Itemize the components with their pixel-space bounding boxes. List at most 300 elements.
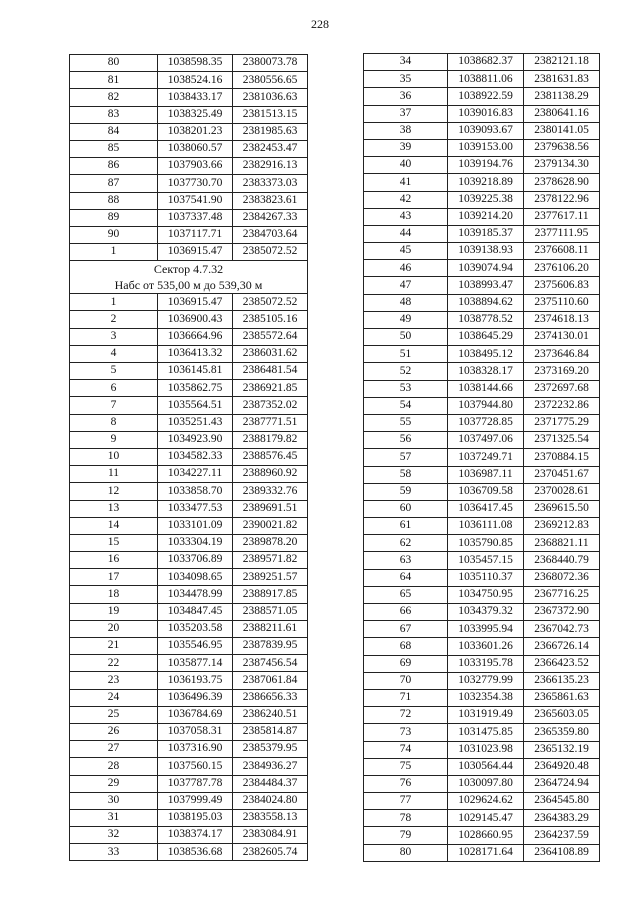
point-number-cell: 76: [364, 775, 448, 792]
point-number-cell: 63: [364, 552, 448, 569]
point-number-cell: 80: [364, 844, 448, 861]
x-coordinate-cell: 1036496.39: [158, 689, 233, 706]
point-number-cell: 5: [70, 363, 158, 380]
table-row: [70, 448, 308, 465]
table-row: [364, 655, 600, 672]
table-row: [364, 500, 600, 517]
y-coordinate-cell: 2368072.36: [524, 569, 600, 586]
table-row: [364, 483, 600, 500]
point-number-cell: 89: [70, 209, 158, 226]
table-row: [364, 758, 600, 775]
table-row: [70, 706, 308, 723]
x-coordinate-cell: 1037728.85: [448, 414, 524, 431]
y-coordinate-cell: 2379638.56: [524, 139, 600, 156]
point-number-cell: 52: [364, 363, 448, 380]
point-number-cell: 41: [364, 174, 448, 191]
point-number-cell: 21: [70, 638, 158, 655]
table-row: [364, 294, 600, 311]
point-number-cell: 47: [364, 277, 448, 294]
x-coordinate-cell: 1039225.38: [448, 191, 524, 208]
table-row: [364, 380, 600, 397]
x-coordinate-cell: 1037058.31: [158, 723, 233, 740]
point-number-cell: 31: [70, 809, 158, 826]
x-coordinate-cell: 1036987.11: [448, 466, 524, 483]
y-coordinate-cell: 2382121.18: [524, 54, 600, 71]
table-row: [364, 638, 600, 655]
x-coordinate-cell: 1036111.08: [448, 518, 524, 535]
table-row: [70, 569, 308, 586]
x-coordinate-cell: 1039218.89: [448, 174, 524, 191]
y-coordinate-cell: 2384267.33: [233, 209, 308, 226]
y-coordinate-cell: 2383558.13: [233, 809, 308, 826]
y-coordinate-cell: 2373646.84: [524, 346, 600, 363]
x-coordinate-cell: 1037999.49: [158, 792, 233, 809]
y-coordinate-cell: 2388211.61: [233, 620, 308, 637]
point-number-cell: 18: [70, 586, 158, 603]
y-coordinate-cell: 2381138.29: [524, 88, 600, 105]
x-coordinate-cell: 1034923.90: [158, 431, 233, 448]
y-coordinate-cell: 2386481.54: [233, 363, 308, 380]
point-number-cell: 26: [70, 723, 158, 740]
table-row: [70, 792, 308, 809]
point-number-cell: 2: [70, 311, 158, 328]
y-coordinate-cell: 2379134.30: [524, 157, 600, 174]
x-coordinate-cell: 1032779.99: [448, 672, 524, 689]
y-coordinate-cell: 2389878.20: [233, 534, 308, 551]
table-row: [70, 328, 308, 345]
y-coordinate-cell: 2384024.80: [233, 792, 308, 809]
y-coordinate-cell: 2382453.47: [233, 140, 308, 157]
sector-header-row: [70, 261, 308, 294]
x-coordinate-cell: 1030564.44: [448, 758, 524, 775]
y-coordinate-cell: 2388917.85: [233, 586, 308, 603]
table-row: [364, 414, 600, 431]
point-number-cell: 35: [364, 71, 448, 88]
y-coordinate-cell: 2364108.89: [524, 844, 600, 861]
x-coordinate-cell: 1038195.03: [158, 809, 233, 826]
x-coordinate-cell: 1038201.23: [158, 123, 233, 140]
y-coordinate-cell: 2385379.95: [233, 741, 308, 758]
point-number-cell: 82: [70, 89, 158, 106]
y-coordinate-cell: 2389691.51: [233, 500, 308, 517]
y-coordinate-cell: 2384703.64: [233, 226, 308, 243]
y-coordinate-cell: 2364383.29: [524, 810, 600, 827]
sector-subtitle: Набс от 535,00 м до 539,30 м: [114, 278, 263, 293]
y-coordinate-cell: 2374618.13: [524, 311, 600, 328]
point-number-cell: 57: [364, 449, 448, 466]
point-number-cell: 70: [364, 672, 448, 689]
table-row: [364, 329, 600, 346]
table-row: [70, 603, 308, 620]
table-row: [364, 243, 600, 260]
table-row: [364, 363, 600, 380]
x-coordinate-cell: 1038993.47: [448, 277, 524, 294]
point-number-cell: 68: [364, 638, 448, 655]
point-number-cell: 12: [70, 483, 158, 500]
point-number-cell: 88: [70, 192, 158, 209]
table-row: [364, 88, 600, 105]
table-row: [364, 586, 600, 603]
x-coordinate-cell: 1038433.17: [158, 89, 233, 106]
y-coordinate-cell: 2365132.19: [524, 741, 600, 758]
point-number-cell: 9: [70, 431, 158, 448]
point-number-cell: 86: [70, 158, 158, 175]
table-row: [364, 54, 600, 71]
point-number-cell: 81: [70, 72, 158, 89]
y-coordinate-cell: 2387771.51: [233, 414, 308, 431]
table-row: [70, 311, 308, 328]
y-coordinate-cell: 2380556.65: [233, 72, 308, 89]
y-coordinate-cell: 2386921.85: [233, 380, 308, 397]
y-coordinate-cell: 2377111.95: [524, 225, 600, 242]
point-number-cell: 61: [364, 518, 448, 535]
x-coordinate-cell: 1033101.09: [158, 517, 233, 534]
x-coordinate-cell: 1038682.37: [448, 54, 524, 71]
point-number-cell: 45: [364, 243, 448, 260]
y-coordinate-cell: 2365861.63: [524, 689, 600, 706]
x-coordinate-cell: 1029145.47: [448, 810, 524, 827]
x-coordinate-cell: 1038144.66: [448, 380, 524, 397]
y-coordinate-cell: 2373169.20: [524, 363, 600, 380]
table-row: [364, 689, 600, 706]
x-coordinate-cell: 1028660.95: [448, 827, 524, 844]
point-number-cell: 1: [70, 244, 158, 261]
point-number-cell: 4: [70, 345, 158, 362]
table-row: [70, 827, 308, 844]
point-number-cell: 25: [70, 706, 158, 723]
table-row: [70, 586, 308, 603]
table-row: [364, 844, 600, 861]
table-row: [364, 260, 600, 277]
y-coordinate-cell: 2383084.91: [233, 827, 308, 844]
point-number-cell: 51: [364, 346, 448, 363]
y-coordinate-cell: 2382605.74: [233, 844, 308, 861]
point-number-cell: 72: [364, 707, 448, 724]
y-coordinate-cell: 2388960.92: [233, 466, 308, 483]
table-row: [70, 723, 308, 740]
point-number-cell: 58: [364, 466, 448, 483]
table-row: [364, 741, 600, 758]
y-coordinate-cell: 2380073.78: [233, 55, 308, 72]
table-row: [70, 620, 308, 637]
table-row: [70, 741, 308, 758]
table-row: [70, 106, 308, 123]
y-coordinate-cell: 2367042.73: [524, 621, 600, 638]
y-coordinate-cell: 2364920.48: [524, 758, 600, 775]
x-coordinate-cell: 1033858.70: [158, 483, 233, 500]
x-coordinate-cell: 1033995.94: [448, 621, 524, 638]
table-row: [70, 158, 308, 175]
y-coordinate-cell: 2388576.45: [233, 448, 308, 465]
y-coordinate-cell: 2371325.54: [524, 432, 600, 449]
x-coordinate-cell: 1039138.93: [448, 243, 524, 260]
sector-title: Сектор 4.7.32: [153, 262, 224, 277]
point-number-cell: 90: [70, 226, 158, 243]
table-row: [70, 380, 308, 397]
table-row: [70, 209, 308, 226]
x-coordinate-cell: 1038524.16: [158, 72, 233, 89]
table-row: [364, 432, 600, 449]
y-coordinate-cell: 2366135.23: [524, 672, 600, 689]
point-number-cell: 7: [70, 397, 158, 414]
point-number-cell: 40: [364, 157, 448, 174]
y-coordinate-cell: 2372232.86: [524, 397, 600, 414]
x-coordinate-cell: 1037497.06: [448, 432, 524, 449]
point-number-cell: 59: [364, 483, 448, 500]
x-coordinate-cell: 1034750.95: [448, 586, 524, 603]
table-row: [70, 294, 308, 311]
y-coordinate-cell: 2366423.52: [524, 655, 600, 672]
table-row: [70, 123, 308, 140]
y-coordinate-cell: 2381036.63: [233, 89, 308, 106]
x-coordinate-cell: 1037316.90: [158, 741, 233, 758]
y-coordinate-cell: 2368821.11: [524, 535, 600, 552]
y-coordinate-cell: 2382916.13: [233, 158, 308, 175]
y-coordinate-cell: 2365603.05: [524, 707, 600, 724]
x-coordinate-cell: 1034478.99: [158, 586, 233, 603]
table-row: [364, 672, 600, 689]
point-number-cell: 44: [364, 225, 448, 242]
y-coordinate-cell: 2383823.61: [233, 192, 308, 209]
point-number-cell: 30: [70, 792, 158, 809]
y-coordinate-cell: 2386656.33: [233, 689, 308, 706]
x-coordinate-cell: 1038495.12: [448, 346, 524, 363]
table-row: [364, 122, 600, 139]
y-coordinate-cell: 2370451.67: [524, 466, 600, 483]
point-number-cell: 54: [364, 397, 448, 414]
y-coordinate-cell: 2385072.52: [233, 244, 308, 261]
point-number-cell: 6: [70, 380, 158, 397]
y-coordinate-cell: 2385072.52: [233, 294, 308, 311]
table-row: [70, 226, 308, 243]
y-coordinate-cell: 2372697.68: [524, 380, 600, 397]
y-coordinate-cell: 2385105.16: [233, 311, 308, 328]
table-row: [364, 518, 600, 535]
y-coordinate-cell: 2375110.60: [524, 294, 600, 311]
y-coordinate-cell: 2371775.29: [524, 414, 600, 431]
point-number-cell: 80: [70, 55, 158, 72]
sector-header: [70, 261, 308, 294]
x-coordinate-cell: 1034582.33: [158, 448, 233, 465]
table-row: [364, 105, 600, 122]
table-row: [364, 397, 600, 414]
y-coordinate-cell: 2376106.20: [524, 260, 600, 277]
point-number-cell: 53: [364, 380, 448, 397]
table-row: [364, 449, 600, 466]
point-number-cell: 17: [70, 569, 158, 586]
y-coordinate-cell: 2384936.27: [233, 758, 308, 775]
x-coordinate-cell: 1034098.65: [158, 569, 233, 586]
x-coordinate-cell: 1039194.76: [448, 157, 524, 174]
y-coordinate-cell: 2366726.14: [524, 638, 600, 655]
point-number-cell: 28: [70, 758, 158, 775]
y-coordinate-cell: 2384484.37: [233, 775, 308, 792]
table-row: [364, 466, 600, 483]
x-coordinate-cell: 1035862.75: [158, 380, 233, 397]
point-number-cell: 77: [364, 793, 448, 810]
table-row: [364, 225, 600, 242]
x-coordinate-cell: 1033601.26: [448, 638, 524, 655]
table-row: [70, 72, 308, 89]
y-coordinate-cell: 2364237.59: [524, 827, 600, 844]
table-row: [70, 397, 308, 414]
y-coordinate-cell: 2381631.83: [524, 71, 600, 88]
y-coordinate-cell: 2380141.05: [524, 122, 600, 139]
y-coordinate-cell: 2369212.83: [524, 518, 600, 535]
x-coordinate-cell: 1036413.32: [158, 345, 233, 362]
table-row: [70, 638, 308, 655]
page-number: 228: [311, 17, 329, 31]
table-row: [70, 775, 308, 792]
point-number-cell: 20: [70, 620, 158, 637]
table-row: [364, 346, 600, 363]
x-coordinate-cell: 1038811.06: [448, 71, 524, 88]
x-coordinate-cell: 1037730.70: [158, 175, 233, 192]
table-row: [70, 672, 308, 689]
y-coordinate-cell: 2378628.90: [524, 174, 600, 191]
y-coordinate-cell: 2385814.87: [233, 723, 308, 740]
table-row: [70, 466, 308, 483]
point-number-cell: 71: [364, 689, 448, 706]
point-number-cell: 33: [70, 844, 158, 861]
x-coordinate-cell: 1034227.11: [158, 466, 233, 483]
x-coordinate-cell: 1038598.35: [158, 55, 233, 72]
table-row: [70, 140, 308, 157]
x-coordinate-cell: 1038894.62: [448, 294, 524, 311]
point-number-cell: 13: [70, 500, 158, 517]
y-coordinate-cell: 2387352.02: [233, 397, 308, 414]
y-coordinate-cell: 2377617.11: [524, 208, 600, 225]
table-row: [364, 604, 600, 621]
y-coordinate-cell: 2367716.25: [524, 586, 600, 603]
point-number-cell: 69: [364, 655, 448, 672]
y-coordinate-cell: 2386031.62: [233, 345, 308, 362]
point-number-cell: 64: [364, 569, 448, 586]
table-row: [70, 431, 308, 448]
y-coordinate-cell: 2381513.15: [233, 106, 308, 123]
table-row: [364, 139, 600, 156]
x-coordinate-cell: 1032354.38: [448, 689, 524, 706]
y-coordinate-cell: 2378122.96: [524, 191, 600, 208]
y-coordinate-cell: 2387456.54: [233, 655, 308, 672]
table-row: [364, 174, 600, 191]
point-number-cell: 16: [70, 552, 158, 569]
point-number-cell: 74: [364, 741, 448, 758]
x-coordinate-cell: 1039093.67: [448, 122, 524, 139]
point-number-cell: 87: [70, 175, 158, 192]
x-coordinate-cell: 1031023.98: [448, 741, 524, 758]
y-coordinate-cell: 2375606.83: [524, 277, 600, 294]
point-number-cell: 67: [364, 621, 448, 638]
x-coordinate-cell: 1037541.90: [158, 192, 233, 209]
table-row: [364, 707, 600, 724]
y-coordinate-cell: 2389332.76: [233, 483, 308, 500]
table-row: [70, 414, 308, 431]
y-coordinate-cell: 2389251.57: [233, 569, 308, 586]
x-coordinate-cell: 1038328.17: [448, 363, 524, 380]
x-coordinate-cell: 1028171.64: [448, 844, 524, 861]
table-row: [70, 89, 308, 106]
table-row: [70, 500, 308, 517]
table-row: [364, 724, 600, 741]
point-number-cell: 15: [70, 534, 158, 551]
point-number-cell: 22: [70, 655, 158, 672]
x-coordinate-cell: 1038060.57: [158, 140, 233, 157]
y-coordinate-cell: 2380641.16: [524, 105, 600, 122]
table-row: [364, 810, 600, 827]
point-number-cell: 14: [70, 517, 158, 534]
x-coordinate-cell: 1036193.75: [158, 672, 233, 689]
point-number-cell: 10: [70, 448, 158, 465]
x-coordinate-cell: 1033195.78: [448, 655, 524, 672]
x-coordinate-cell: 1037944.80: [448, 397, 524, 414]
x-coordinate-cell: 1035251.43: [158, 414, 233, 431]
table-row: [70, 55, 308, 72]
y-coordinate-cell: 2364724.94: [524, 775, 600, 792]
point-number-cell: 83: [70, 106, 158, 123]
table-row: [70, 175, 308, 192]
x-coordinate-cell: 1029624.62: [448, 793, 524, 810]
x-coordinate-cell: 1035790.85: [448, 535, 524, 552]
point-number-cell: 79: [364, 827, 448, 844]
x-coordinate-cell: 1038922.59: [448, 88, 524, 105]
table-row: [70, 483, 308, 500]
x-coordinate-cell: 1033304.19: [158, 534, 233, 551]
point-number-cell: 29: [70, 775, 158, 792]
y-coordinate-cell: 2390021.82: [233, 517, 308, 534]
coordinates-table-right: [363, 53, 600, 862]
x-coordinate-cell: 1037787.78: [158, 775, 233, 792]
point-number-cell: 56: [364, 432, 448, 449]
point-number-cell: 48: [364, 294, 448, 311]
table-row: [70, 517, 308, 534]
y-coordinate-cell: 2381985.63: [233, 123, 308, 140]
table-row: [70, 363, 308, 380]
table-row: [364, 311, 600, 328]
point-number-cell: 75: [364, 758, 448, 775]
table-row: [364, 157, 600, 174]
x-coordinate-cell: 1037337.48: [158, 209, 233, 226]
y-coordinate-cell: 2370884.15: [524, 449, 600, 466]
table-row: [364, 552, 600, 569]
point-number-cell: 23: [70, 672, 158, 689]
x-coordinate-cell: 1031919.49: [448, 707, 524, 724]
point-number-cell: 50: [364, 329, 448, 346]
x-coordinate-cell: 1035457.15: [448, 552, 524, 569]
x-coordinate-cell: 1034379.32: [448, 604, 524, 621]
point-number-cell: 8: [70, 414, 158, 431]
table-row: [364, 569, 600, 586]
point-number-cell: 36: [364, 88, 448, 105]
y-coordinate-cell: 2374130.01: [524, 329, 600, 346]
table-row: [70, 244, 308, 261]
point-number-cell: 42: [364, 191, 448, 208]
y-coordinate-cell: 2364545.80: [524, 793, 600, 810]
table-row: [70, 655, 308, 672]
x-coordinate-cell: 1039016.83: [448, 105, 524, 122]
y-coordinate-cell: 2370028.61: [524, 483, 600, 500]
table-row: [364, 191, 600, 208]
coordinates-table-left: [69, 54, 308, 861]
x-coordinate-cell: 1038325.49: [158, 106, 233, 123]
table-row: [70, 809, 308, 826]
table-row: [70, 689, 308, 706]
point-number-cell: 27: [70, 741, 158, 758]
y-coordinate-cell: 2385572.64: [233, 328, 308, 345]
point-number-cell: 73: [364, 724, 448, 741]
x-coordinate-cell: 1039185.37: [448, 225, 524, 242]
point-number-cell: 38: [364, 122, 448, 139]
